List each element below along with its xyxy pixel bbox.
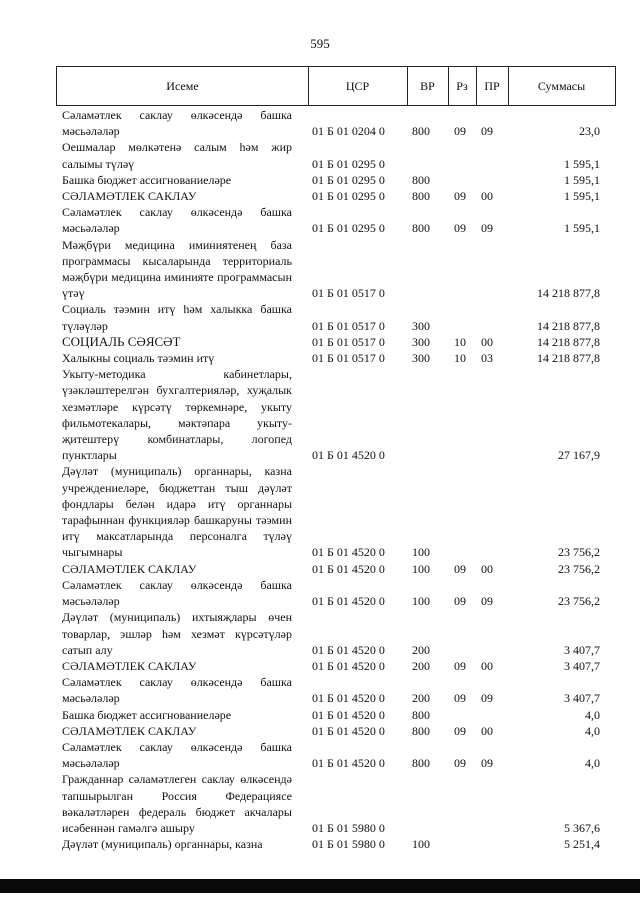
row-sum: 14 218 877,8 [537, 334, 600, 349]
row-pr: 00 [481, 658, 493, 673]
row-sum: 3 407,7 [564, 658, 600, 673]
table-row [62, 771, 604, 836]
row-sum: 14 218 877,8 [537, 286, 600, 301]
row-rz: 09 [454, 723, 466, 738]
row-csr: 01 Б 01 4520 0 [312, 545, 385, 560]
row-sum: 1 595,1 [564, 172, 600, 187]
row-csr: 01 Б 01 5980 0 [312, 820, 385, 835]
row-vr: 800 [412, 189, 430, 204]
table-row [62, 366, 604, 463]
row-csr: 01 Б 01 0517 0 [312, 334, 385, 349]
row-vr: 200 [412, 642, 430, 657]
row-sum: 4,0 [585, 723, 600, 738]
row-sum: 1 595,1 [564, 156, 600, 171]
table-row [62, 107, 604, 139]
row-csr: 01 Б 01 4520 0 [312, 691, 385, 706]
table-row [62, 577, 604, 609]
header-csr: ЦСР [308, 67, 408, 105]
row-name: СӘЛАМӘТЛЕК САКЛАУ [62, 723, 197, 738]
header-sum: Суммасы [537, 78, 586, 93]
row-csr: 01 Б 01 0295 0 [312, 221, 385, 236]
row-vr: 800 [412, 723, 430, 738]
row-csr: 01 Б 01 0517 0 [312, 318, 385, 333]
scan-edge-bar [0, 879, 640, 893]
row-sum: 1 595,1 [564, 221, 600, 236]
row-pr: 03 [481, 351, 493, 366]
row-vr: 200 [412, 691, 430, 706]
table-row [62, 707, 604, 723]
row-csr: 01 Б 01 4520 0 [312, 594, 385, 609]
row-rz: 09 [454, 189, 466, 204]
row-name: Сәламәтлек саклау өлкәсендә башка мәсьәләләр [62, 675, 292, 706]
row-csr: 01 Б 01 0517 0 [312, 286, 385, 301]
row-sum: 14 218 877,8 [537, 318, 600, 333]
row-pr: 00 [481, 189, 493, 204]
row-pr: 09 [481, 691, 493, 706]
row-vr: 300 [412, 334, 430, 349]
table-row [62, 139, 604, 171]
row-sum: 1 595,1 [564, 189, 600, 204]
table-row [62, 172, 604, 188]
row-name: Сәламәтлек саклау өлкәсендә башка мәсьәләләр [62, 739, 292, 771]
row-sum: 4,0 [585, 707, 600, 722]
row-sum: 23,0 [579, 124, 600, 139]
row-vr: 800 [412, 124, 430, 139]
row-vr: 100 [412, 837, 430, 852]
table-row [62, 658, 604, 674]
row-csr: 01 Б 01 4520 0 [312, 723, 385, 738]
table-row [62, 836, 604, 852]
header-vr: ВР [407, 67, 449, 105]
row-pr: 00 [481, 561, 493, 576]
row-csr: 01 Б 01 0295 0 [312, 189, 385, 204]
row-csr: 01 Б 01 4520 0 [312, 448, 385, 463]
row-csr: 01 Б 01 0517 0 [312, 351, 385, 366]
row-sum: 23 756,2 [558, 561, 600, 576]
table-row [62, 463, 604, 560]
row-name: Халыкны социаль тәэмин итү [62, 351, 215, 366]
row-vr: 100 [412, 594, 430, 609]
row-sum: 3 407,7 [564, 691, 600, 706]
table-row [62, 723, 604, 739]
table-body [62, 107, 604, 852]
row-rz: 09 [454, 691, 466, 706]
row-name: Сәламәтлек саклау өлкәсендә башка мәсьәләләр [62, 577, 292, 609]
header-name: Исеме [57, 67, 309, 105]
row-name: СОЦИАЛЬ СӘЯСӘТ [62, 333, 181, 349]
row-name: Сәламәтлек саклау өлкәсендә башка мәсьәләләр [62, 108, 292, 139]
row-rz: 10 [454, 351, 466, 366]
row-rz: 09 [454, 594, 466, 609]
row-sum: 14 218 877,8 [537, 351, 600, 366]
row-csr: 01 Б 01 0204 0 [312, 124, 385, 139]
row-sum: 5 367,6 [564, 820, 600, 835]
row-vr: 100 [412, 545, 430, 560]
row-vr: 800 [412, 756, 430, 771]
row-name: Башка бюджет ассигнованиеләре [62, 707, 232, 722]
row-name: СӘЛАМӘТЛЕК САКЛАУ [62, 658, 197, 673]
row-pr: 09 [481, 221, 493, 236]
row-csr: 01 Б 01 4520 0 [312, 642, 385, 657]
row-rz: 09 [454, 561, 466, 576]
table-row [62, 739, 604, 771]
row-vr: 800 [412, 221, 430, 236]
row-name: Социаль тәэмин итү һәм халыкка башка түләүләр [62, 302, 292, 333]
row-sum: 4,0 [585, 756, 600, 771]
row-vr: 800 [412, 172, 430, 187]
row-name: Дәүләт (муниципаль) органнары, казна [62, 837, 263, 852]
header-rz: Рз [448, 67, 477, 105]
row-name: Укыту-методика кабинетлары, үзәкләштерелгән бухгалтерияләр, хуҗалык хезмәтләре күрсәтү төркемнәре, укыту фильмотекалары, мәктәпара укыту-җитештерү комбинатлары, логопед пунктлары [62, 367, 292, 463]
row-pr: 09 [481, 594, 493, 609]
row-name: Оешмалар мөлкәтенә салым һәм жир салымы түләү [62, 140, 292, 171]
row-pr: 09 [481, 756, 493, 771]
table-row [62, 609, 604, 658]
row-name: СӘЛАМӘТЛЕК САКЛАУ [62, 561, 197, 576]
row-csr: 01 Б 01 4520 0 [312, 756, 385, 771]
row-pr: 09 [481, 124, 493, 139]
row-rz: 09 [454, 756, 466, 771]
row-pr: 00 [481, 334, 493, 349]
header-pr: ПР [476, 67, 509, 105]
row-vr: 100 [412, 561, 430, 576]
row-csr: 01 Б 01 0295 0 [312, 172, 385, 187]
row-name: СӘЛАМӘТЛЕК САКЛАУ [62, 189, 197, 204]
table-row [62, 204, 604, 236]
row-sum: 27 167,9 [558, 448, 600, 463]
table-row [62, 188, 604, 204]
table-row [62, 674, 604, 706]
table-row [62, 334, 604, 350]
table-row [62, 237, 604, 302]
row-name: Башка бюджет ассигнованиеләре [62, 172, 232, 187]
row-name: Сәламәтлек саклау өлкәсендә башка мәсьәләләр [62, 205, 292, 236]
row-sum: 23 756,2 [558, 594, 600, 609]
row-vr: 300 [412, 318, 430, 333]
row-name: Дәүләт (муниципаль) органнары, казна учреждениеләре, бюджеттан тыш дәүләт фондлары белән идарә итү органнары тарафыннан функцияләр башкаруны тәэмин итү максатларында персоналга түләү чыгымнары [62, 464, 292, 560]
row-name: Дәүләт (муниципаль) ихтыяҗлары өчен товарлар, эшләр һәм хезмәт күрсәтүләр сатып алу [62, 610, 292, 657]
table-header [56, 66, 616, 106]
row-name: Гражданнар сәламәтлеген саклау өлкәсендә тапшырылган Россия Федерациясе вәкаләтләрен федераль бюджет акчалары исәбеннән гамәлгә ашыру [62, 772, 292, 835]
row-sum: 3 407,7 [564, 642, 600, 657]
page-number: 595 [310, 36, 330, 51]
row-csr: 01 Б 01 4520 0 [312, 707, 385, 722]
row-sum: 23 756,2 [558, 545, 600, 560]
row-csr: 01 Б 01 5980 0 [312, 837, 385, 852]
row-csr: 01 Б 01 4520 0 [312, 561, 385, 576]
row-vr: 200 [412, 658, 430, 673]
table-row [62, 301, 604, 333]
row-name: Мәҗбүри медицина иминиятенең база программасы кысаларында территориаль мәҗбүри медицина иминияте программасын үтәү [62, 237, 292, 301]
row-vr: 800 [412, 707, 430, 722]
row-csr: 01 Б 01 0295 0 [312, 156, 385, 171]
row-pr: 00 [481, 723, 493, 738]
row-rz: 09 [454, 124, 466, 139]
row-rz: 10 [454, 334, 466, 349]
row-csr: 01 Б 01 4520 0 [312, 658, 385, 673]
row-vr: 300 [412, 351, 430, 366]
row-rz: 09 [454, 658, 466, 673]
table-row [62, 561, 604, 577]
row-rz: 09 [454, 221, 466, 236]
table-row [62, 350, 604, 366]
row-sum: 5 251,4 [564, 837, 600, 852]
